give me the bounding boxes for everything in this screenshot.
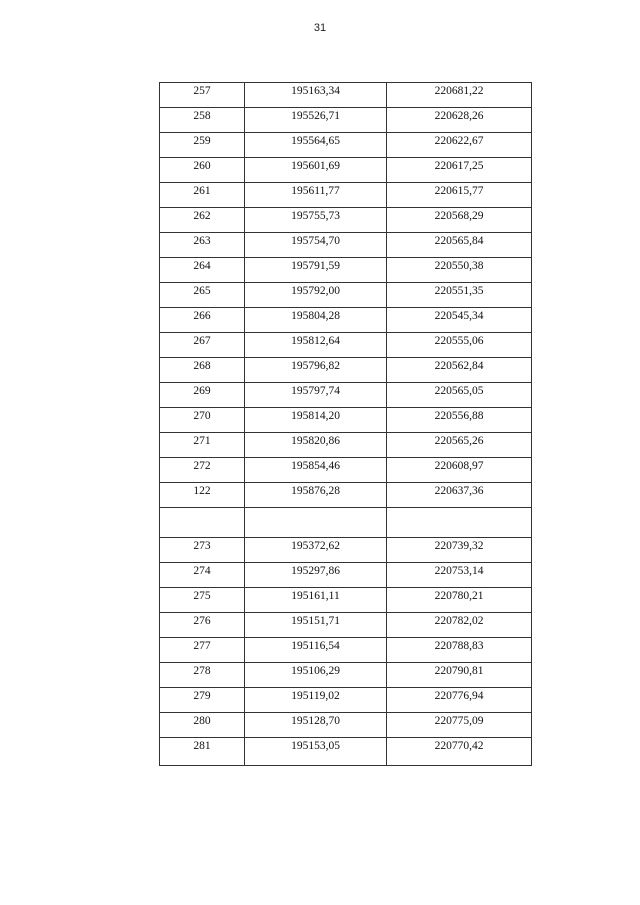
table-row [160,638,532,663]
y-coordinate-cell: 220628,26 [387,108,532,133]
point-number-cell: 275 [160,588,245,613]
table-row [160,308,532,333]
table-row [160,158,532,183]
point-number-cell: 263 [160,233,245,258]
y-coordinate-cell: 220565,05 [387,383,532,408]
x-coordinate-cell: 195804,28 [245,308,387,333]
point-number-cell: 264 [160,258,245,283]
x-coordinate-cell: 195163,34 [245,83,387,108]
y-coordinate-cell: 220753,14 [387,563,532,588]
y-coordinate-cell: 220615,77 [387,183,532,208]
point-number-cell: 261 [160,183,245,208]
point-number-cell: 270 [160,408,245,433]
point-number-cell: 279 [160,688,245,713]
x-coordinate-cell: 195611,77 [245,183,387,208]
y-coordinate-cell: 220617,25 [387,158,532,183]
y-coordinate-cell: 220681,22 [387,83,532,108]
y-coordinate-cell: 220565,84 [387,233,532,258]
y-coordinate-cell: 220555,06 [387,333,532,358]
coordinates-table-body [160,83,532,766]
table-row [160,233,532,258]
point-number-cell: 281 [160,738,245,766]
y-coordinate-cell: 220568,29 [387,208,532,233]
x-coordinate-cell: 195526,71 [245,108,387,133]
table-row [160,83,532,108]
x-coordinate-cell: 195116,54 [245,638,387,663]
y-coordinate-cell: 220550,38 [387,258,532,283]
x-coordinate-cell: 195161,11 [245,588,387,613]
y-coordinate-cell: 220770,42 [387,738,532,766]
x-coordinate-cell: 195106,29 [245,663,387,688]
x-coordinate-cell: 195792,00 [245,283,387,308]
y-coordinate-cell: 220556,88 [387,408,532,433]
y-coordinate-cell: 220782,02 [387,613,532,638]
point-number-cell: 267 [160,333,245,358]
x-coordinate-cell: 195876,28 [245,483,387,508]
y-coordinate-cell: 220637,36 [387,483,532,508]
y-coordinate-cell: 220790,81 [387,663,532,688]
x-coordinate-cell: 195128,70 [245,713,387,738]
y-coordinate-cell: 220739,32 [387,538,532,563]
table-row [160,433,532,458]
x-coordinate-cell: 195372,62 [245,538,387,563]
table-row [160,738,532,766]
y-coordinate-cell: 220565,26 [387,433,532,458]
y-coordinate-cell: 220776,94 [387,688,532,713]
point-number-cell: 259 [160,133,245,158]
table-row [160,588,532,613]
y-coordinate-cell: 220622,67 [387,133,532,158]
x-coordinate-cell: 195814,20 [245,408,387,433]
x-coordinate-cell: 195153,05 [245,738,387,766]
x-coordinate-cell: 195151,71 [245,613,387,638]
page-number: 31 [313,22,327,34]
table-row [160,483,532,508]
x-coordinate-cell [245,508,387,538]
point-number-cell: 268 [160,358,245,383]
point-number-cell: 272 [160,458,245,483]
y-coordinate-cell: 220775,09 [387,713,532,738]
y-coordinate-cell: 220788,83 [387,638,532,663]
point-number-cell: 278 [160,663,245,688]
point-number-cell: 262 [160,208,245,233]
table-row [160,108,532,133]
table-row [160,563,532,588]
x-coordinate-cell: 195812,64 [245,333,387,358]
point-number-cell: 260 [160,158,245,183]
y-coordinate-cell: 220562,84 [387,358,532,383]
coordinates-table [159,82,532,766]
x-coordinate-cell: 195119,02 [245,688,387,713]
y-coordinate-cell [387,508,532,538]
table-row [160,133,532,158]
table-row [160,258,532,283]
table-row [160,663,532,688]
y-coordinate-cell: 220608,97 [387,458,532,483]
table-row [160,183,532,208]
x-coordinate-cell: 195755,73 [245,208,387,233]
point-number-cell: 280 [160,713,245,738]
y-coordinate-cell: 220551,35 [387,283,532,308]
point-number-cell: 273 [160,538,245,563]
x-coordinate-cell: 195754,70 [245,233,387,258]
table-row [160,713,532,738]
table-row [160,538,532,563]
table-row [160,613,532,638]
point-number-cell: 269 [160,383,245,408]
x-coordinate-cell: 195797,74 [245,383,387,408]
x-coordinate-cell: 195564,65 [245,133,387,158]
point-number-cell: 257 [160,83,245,108]
y-coordinate-cell: 220780,21 [387,588,532,613]
x-coordinate-cell: 195854,46 [245,458,387,483]
point-number-cell: 266 [160,308,245,333]
table-row [160,208,532,233]
table-row [160,283,532,308]
x-coordinate-cell: 195601,69 [245,158,387,183]
table-row [160,458,532,483]
point-number-cell: 265 [160,283,245,308]
table-row [160,383,532,408]
point-number-cell: 258 [160,108,245,133]
table-row [160,688,532,713]
point-number-cell: 122 [160,483,245,508]
table-row [160,408,532,433]
table-row [160,508,532,538]
table-row [160,333,532,358]
x-coordinate-cell: 195796,82 [245,358,387,383]
y-coordinate-cell: 220545,34 [387,308,532,333]
point-number-cell [160,508,245,538]
table-row [160,358,532,383]
point-number-cell: 271 [160,433,245,458]
x-coordinate-cell: 195820,86 [245,433,387,458]
point-number-cell: 274 [160,563,245,588]
point-number-cell: 277 [160,638,245,663]
x-coordinate-cell: 195791,59 [245,258,387,283]
point-number-cell: 276 [160,613,245,638]
x-coordinate-cell: 195297,86 [245,563,387,588]
